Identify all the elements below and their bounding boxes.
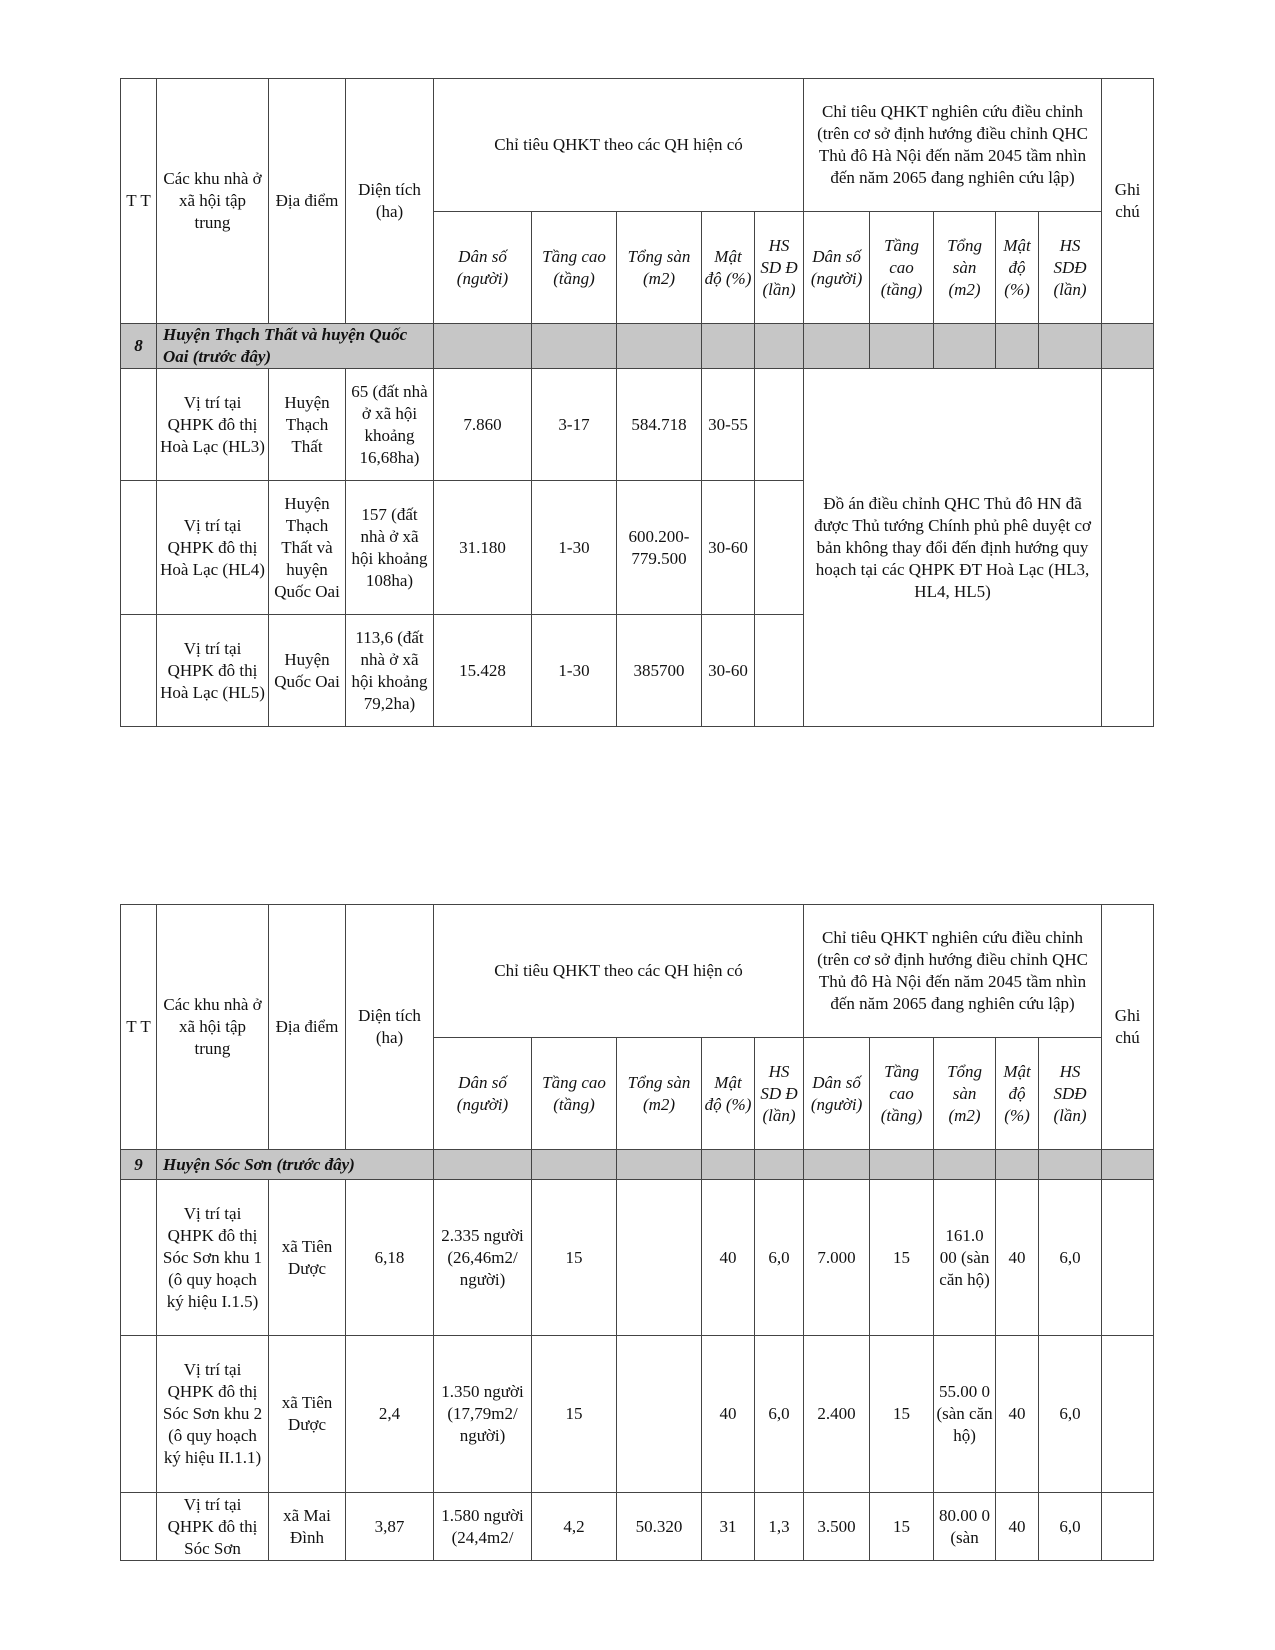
header-far: HS SD Đ (lần) [755,212,804,324]
section-number: 8 [121,324,157,369]
section-number: 9 [121,1150,157,1180]
header-study-floor-area: Tổng sàn (m2) [934,212,996,324]
row-floor-area: 385700 [617,615,702,727]
row-location: Huyện Thạch Thất [269,369,346,481]
header-study-density: Mật độ (%) [996,212,1039,324]
row-density: 31 [702,1493,755,1561]
table-row [121,369,1154,481]
header-area-name: Các khu nhà ở xã hội tập trung [157,905,269,1150]
header-density: Mật độ (%) [702,1038,755,1150]
row-area: 113,6 (đất nhà ở xã hội khoảng 79,2ha) [346,615,434,727]
row-density: 40 [702,1180,755,1336]
row-study-density: 40 [996,1336,1039,1493]
header-study-density: Mật độ (%) [996,1038,1039,1150]
header-study-far: HS SDĐ (lần) [1039,212,1102,324]
row-area: 65 (đất nhà ở xã hội khoảng 16,68ha) [346,369,434,481]
row-study-floors: 15 [870,1336,934,1493]
header-floors: Tầng cao (tầng) [532,212,617,324]
row-study-far: 6,0 [1039,1336,1102,1493]
planning-table-2 [120,904,1154,1561]
planning-table-1 [120,78,1154,727]
row-name: Vị trí tại QHPK đô thị Sóc Sơn khu 2 (ô quy hoạch ký hiệu II.1.1) [157,1336,269,1493]
row-note [1102,1180,1154,1336]
row-name: Vị trí tại QHPK đô thị Hoà Lạc (HL5) [157,615,269,727]
section-row [121,1150,1154,1180]
row-density: 40 [702,1336,755,1493]
row-population: 1.580 người (24,4m2/ [434,1493,532,1561]
row-study-density: 40 [996,1493,1039,1561]
row-density: 30-60 [702,615,755,727]
row-study-floor-area: 55.00 0 (sàn căn hộ) [934,1336,996,1493]
row-study-far: 6,0 [1039,1180,1102,1336]
row-far: 1,3 [755,1493,804,1561]
row-floors: 15 [532,1180,617,1336]
row-floors: 3-17 [532,369,617,481]
header-study-floors: Tầng cao (tầng) [870,1038,934,1150]
header-floors: Tầng cao (tầng) [532,1038,617,1150]
header-row-1 [121,905,1154,1038]
header-study-population: Dân số (người) [804,1038,870,1150]
header-area: Diện tích (ha) [346,79,434,324]
header-current-group: Chỉ tiêu QHKT theo các QH hiện có [434,79,804,212]
row-location: xã Tiên Dược [269,1336,346,1493]
row-area: 157 (đất nhà ở xã hội khoảng 108ha) [346,481,434,615]
row-floor-area [617,1336,702,1493]
row-floor-area: 600.200-779.500 [617,481,702,615]
header-current-group: Chỉ tiêu QHKT theo các QH hiện có [434,905,804,1038]
header-study-population: Dân số (người) [804,212,870,324]
row-floors: 4,2 [532,1493,617,1561]
header-study-group: Chỉ tiêu QHKT nghiên cứu điều chỉnh (trên cơ sở định hướng điều chỉnh QHC Thủ đô Hà Nội đến năm 2045 tầm nhìn đến năm 2065 đang nghiên cứu lập) [804,905,1102,1038]
row-far: 6,0 [755,1180,804,1336]
row-study-population: 7.000 [804,1180,870,1336]
row-name: Vị trí tại QHPK đô thị Hoà Lạc (HL3) [157,369,269,481]
row-population: 2.335 người (26,46m2/ người) [434,1180,532,1336]
header-area-name: Các khu nhà ở xã hội tập trung [157,79,269,324]
header-location: Địa điểm [269,905,346,1150]
table-row [121,1336,1154,1493]
row-location: xã Mai Đình [269,1493,346,1561]
header-note: Ghi chú [1102,79,1154,324]
row-density: 30-60 [702,481,755,615]
header-row-1 [121,79,1154,212]
row-area: 2,4 [346,1336,434,1493]
row-study-population: 2.400 [804,1336,870,1493]
row-far [755,615,804,727]
header-tt: T T [121,905,157,1150]
header-study-floors: Tầng cao (tầng) [870,212,934,324]
row-study-density: 40 [996,1180,1039,1336]
row-area: 6,18 [346,1180,434,1336]
header-density: Mật độ (%) [702,212,755,324]
row-note [1102,1336,1154,1493]
row-location: Huyện Quốc Oai [269,615,346,727]
row-population: 15.428 [434,615,532,727]
header-far: HS SD Đ (lần) [755,1038,804,1150]
header-study-floor-area: Tổng sàn (m2) [934,1038,996,1150]
header-note: Ghi chú [1102,905,1154,1150]
table-row [121,1493,1154,1561]
header-study-far: HS SDĐ (lần) [1039,1038,1102,1150]
row-floors: 15 [532,1336,617,1493]
row-location: xã Tiên Dược [269,1180,346,1336]
table-row [121,1180,1154,1336]
row-far [755,369,804,481]
row-note [1102,1493,1154,1561]
row-population: 1.350 người (17,79m2/ người) [434,1336,532,1493]
header-tt: T T [121,79,157,324]
row-study-population: 3.500 [804,1493,870,1561]
row-study-floors: 15 [870,1180,934,1336]
row-floor-area: 50.320 [617,1493,702,1561]
header-area: Diện tích (ha) [346,905,434,1150]
row-floor-area [617,1180,702,1336]
row-floors: 1-30 [532,615,617,727]
row-far: 6,0 [755,1336,804,1493]
row-location: Huyện Thạch Thất và huyện Quốc Oai [269,481,346,615]
row-population: 7.860 [434,369,532,481]
row-name: Vị trí tại QHPK đô thị Hoà Lạc (HL4) [157,481,269,615]
row-density: 30-55 [702,369,755,481]
row-population: 31.180 [434,481,532,615]
row-study-floor-area: 80.00 0 (sàn [934,1493,996,1561]
merged-note: Đồ án điều chỉnh QHC Thủ đô HN đã được Thủ tướng Chính phủ phê duyệt cơ bản không thay đổi đến định hướng quy hoạch tại các QHPK ĐT Hoà Lạc (HL3, HL4, HL5) [804,369,1102,727]
section-title: Huyện Thạch Thất và huyện Quốc Oai (trước đây) [157,324,434,369]
row-floor-area: 584.718 [617,369,702,481]
row-name: Vị trí tại QHPK đô thị Sóc Sơn khu 1 (ô quy hoạch ký hiệu I.1.5) [157,1180,269,1336]
row-study-floor-area: 161.0 00 (sàn căn hộ) [934,1180,996,1336]
header-floor-area: Tổng sàn (m2) [617,212,702,324]
row-study-floors: 15 [870,1493,934,1561]
header-population: Dân số (người) [434,1038,532,1150]
section-title: Huyện Sóc Sơn (trước đây) [157,1150,434,1180]
section-row [121,324,1154,369]
row-study-far: 6,0 [1039,1493,1102,1561]
header-study-group: Chỉ tiêu QHKT nghiên cứu điều chỉnh (trên cơ sở định hướng điều chỉnh QHC Thủ đô Hà Nội đến năm 2045 tầm nhìn đến năm 2065 đang nghiên cứu lập) [804,79,1102,212]
header-location: Địa điểm [269,79,346,324]
header-population: Dân số (người) [434,212,532,324]
row-area: 3,87 [346,1493,434,1561]
row-floors: 1-30 [532,481,617,615]
header-floor-area: Tổng sàn (m2) [617,1038,702,1150]
row-name: Vị trí tại QHPK đô thị Sóc Sơn [157,1493,269,1561]
row-far [755,481,804,615]
